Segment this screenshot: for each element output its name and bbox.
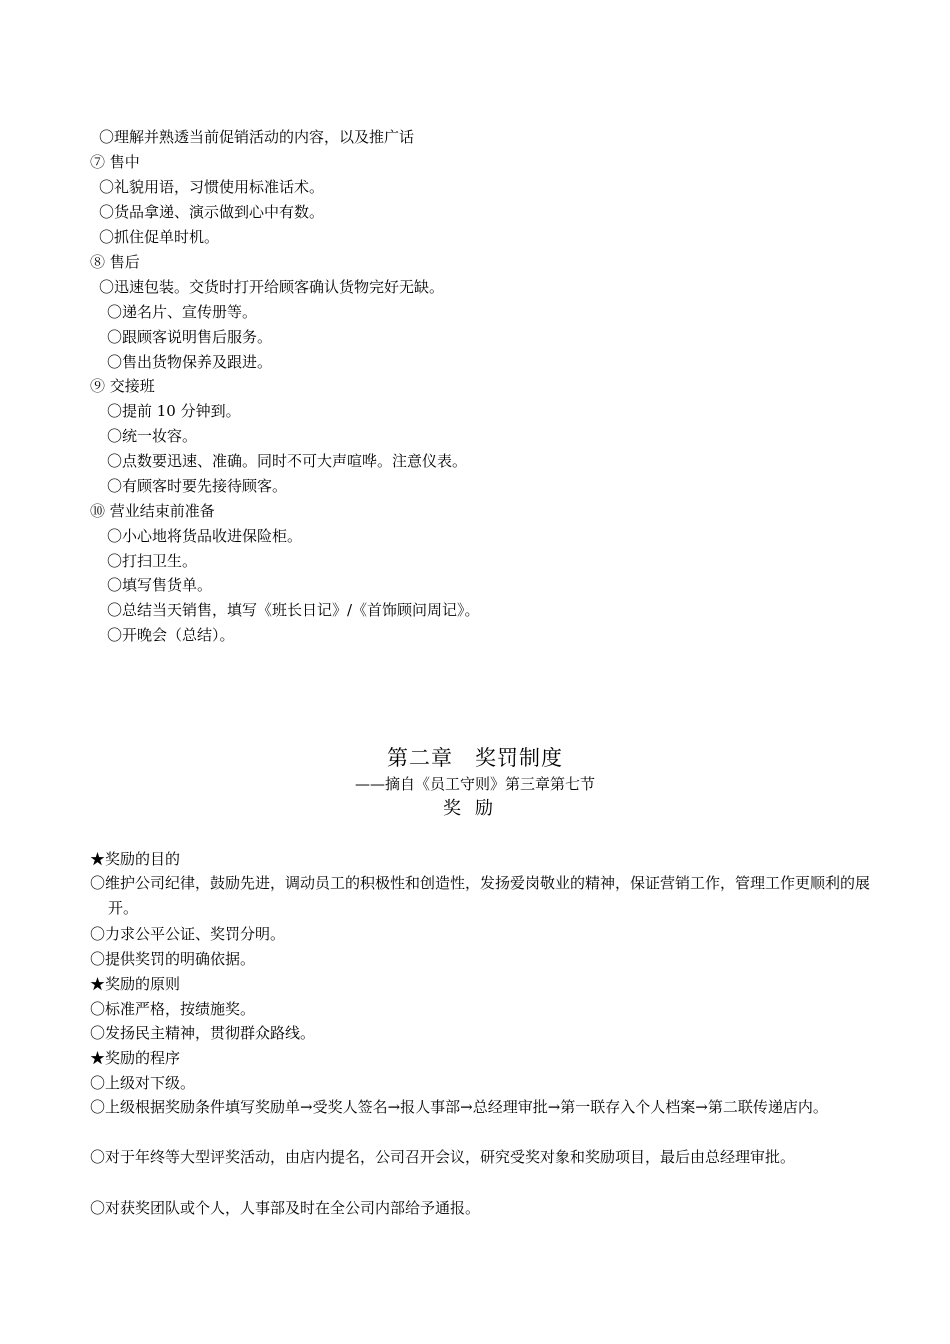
list-item: 〇对于年终等大型评奖活动，由店内提名，公司召开会议，研究受奖对象和奖励项目，最后由总经理审批。 bbox=[90, 1148, 796, 1166]
list-item: 〇迅速包装。交货时打开给顾客确认货物完好无缺。 bbox=[99, 278, 445, 296]
list-item: 〇上级对下级。 bbox=[90, 1074, 196, 1092]
list-item: 〇维护公司纪律，鼓励先进，调动员工的积极性和创造性，发扬爱岗敬业的精神，保证营销工作，管理工作更顺利的展开。 bbox=[90, 874, 871, 917]
section-title: 奖励 bbox=[443, 798, 507, 819]
list-item: 〇标准严格，按绩施奖。 bbox=[90, 1000, 256, 1018]
chapter-title: 第二章 奖罚制度 bbox=[387, 746, 563, 770]
list-item: 〇抓住促单时机。 bbox=[99, 228, 220, 246]
list-item: 〇跟顾客说明售后服务。 bbox=[107, 328, 273, 346]
list-item: 〇力求公平公证、奖罚分明。 bbox=[90, 925, 286, 943]
list-item: 〇统一妆容。 bbox=[107, 427, 198, 445]
purpose-heading: ★奖励的目的 bbox=[90, 850, 181, 868]
principle-heading: ★奖励的原则 bbox=[90, 975, 181, 993]
list-item: 〇上级根据奖励条件填写奖励单→受奖人签名→报人事部→总经理审批→第一联存入个人档案→第二联传递店内。 bbox=[90, 1098, 828, 1116]
list-item: 〇货品拿递、演示做到心中有数。 bbox=[99, 203, 325, 221]
list-item: 〇售出货物保养及跟进。 bbox=[107, 353, 273, 371]
list-item: 〇礼貌用语，习惯使用标准话术。 bbox=[99, 178, 325, 196]
list-item: 〇发扬民主精神，贯彻群众路线。 bbox=[90, 1024, 316, 1042]
chapter-subtitle: ——摘自《员工守则》第三章第七节 bbox=[354, 775, 595, 793]
list-item: 〇对获奖团队或个人，人事部及时在全公司内部给予通报。 bbox=[90, 1199, 481, 1217]
list-item: 〇打扫卫生。 bbox=[107, 552, 198, 570]
list-item: 〇有顾客时要先接待顾客。 bbox=[107, 477, 288, 495]
list-item: 〇提前 10 分钟到。 bbox=[107, 402, 241, 420]
step-heading: ⑩ 营业结束前准备 bbox=[90, 502, 215, 520]
list-item: 〇小心地将货品收进保险柜。 bbox=[107, 527, 303, 545]
list-item: 〇开晚会（总结）。 bbox=[107, 626, 235, 644]
list-item: 〇提供奖罚的明确依据。 bbox=[90, 950, 256, 968]
step-heading: ⑦ 售中 bbox=[90, 153, 140, 171]
list-item: 〇递名片、宣传册等。 bbox=[107, 303, 258, 321]
list-item: 〇点数要迅速、准确。同时不可大声喧哗。注意仪表。 bbox=[107, 452, 468, 470]
step-heading: ⑨ 交接班 bbox=[90, 377, 155, 395]
list-item: 〇理解并熟透当前促销活动的内容，以及推广话 bbox=[99, 128, 415, 146]
list-item: 〇总结当天销售，填写《班长日记》/《首饰顾问周记》。 bbox=[107, 601, 480, 619]
procedure-heading: ★奖励的程序 bbox=[90, 1049, 181, 1067]
list-item: 〇填写售货单。 bbox=[107, 576, 213, 594]
step-heading: ⑧ 售后 bbox=[90, 253, 140, 271]
